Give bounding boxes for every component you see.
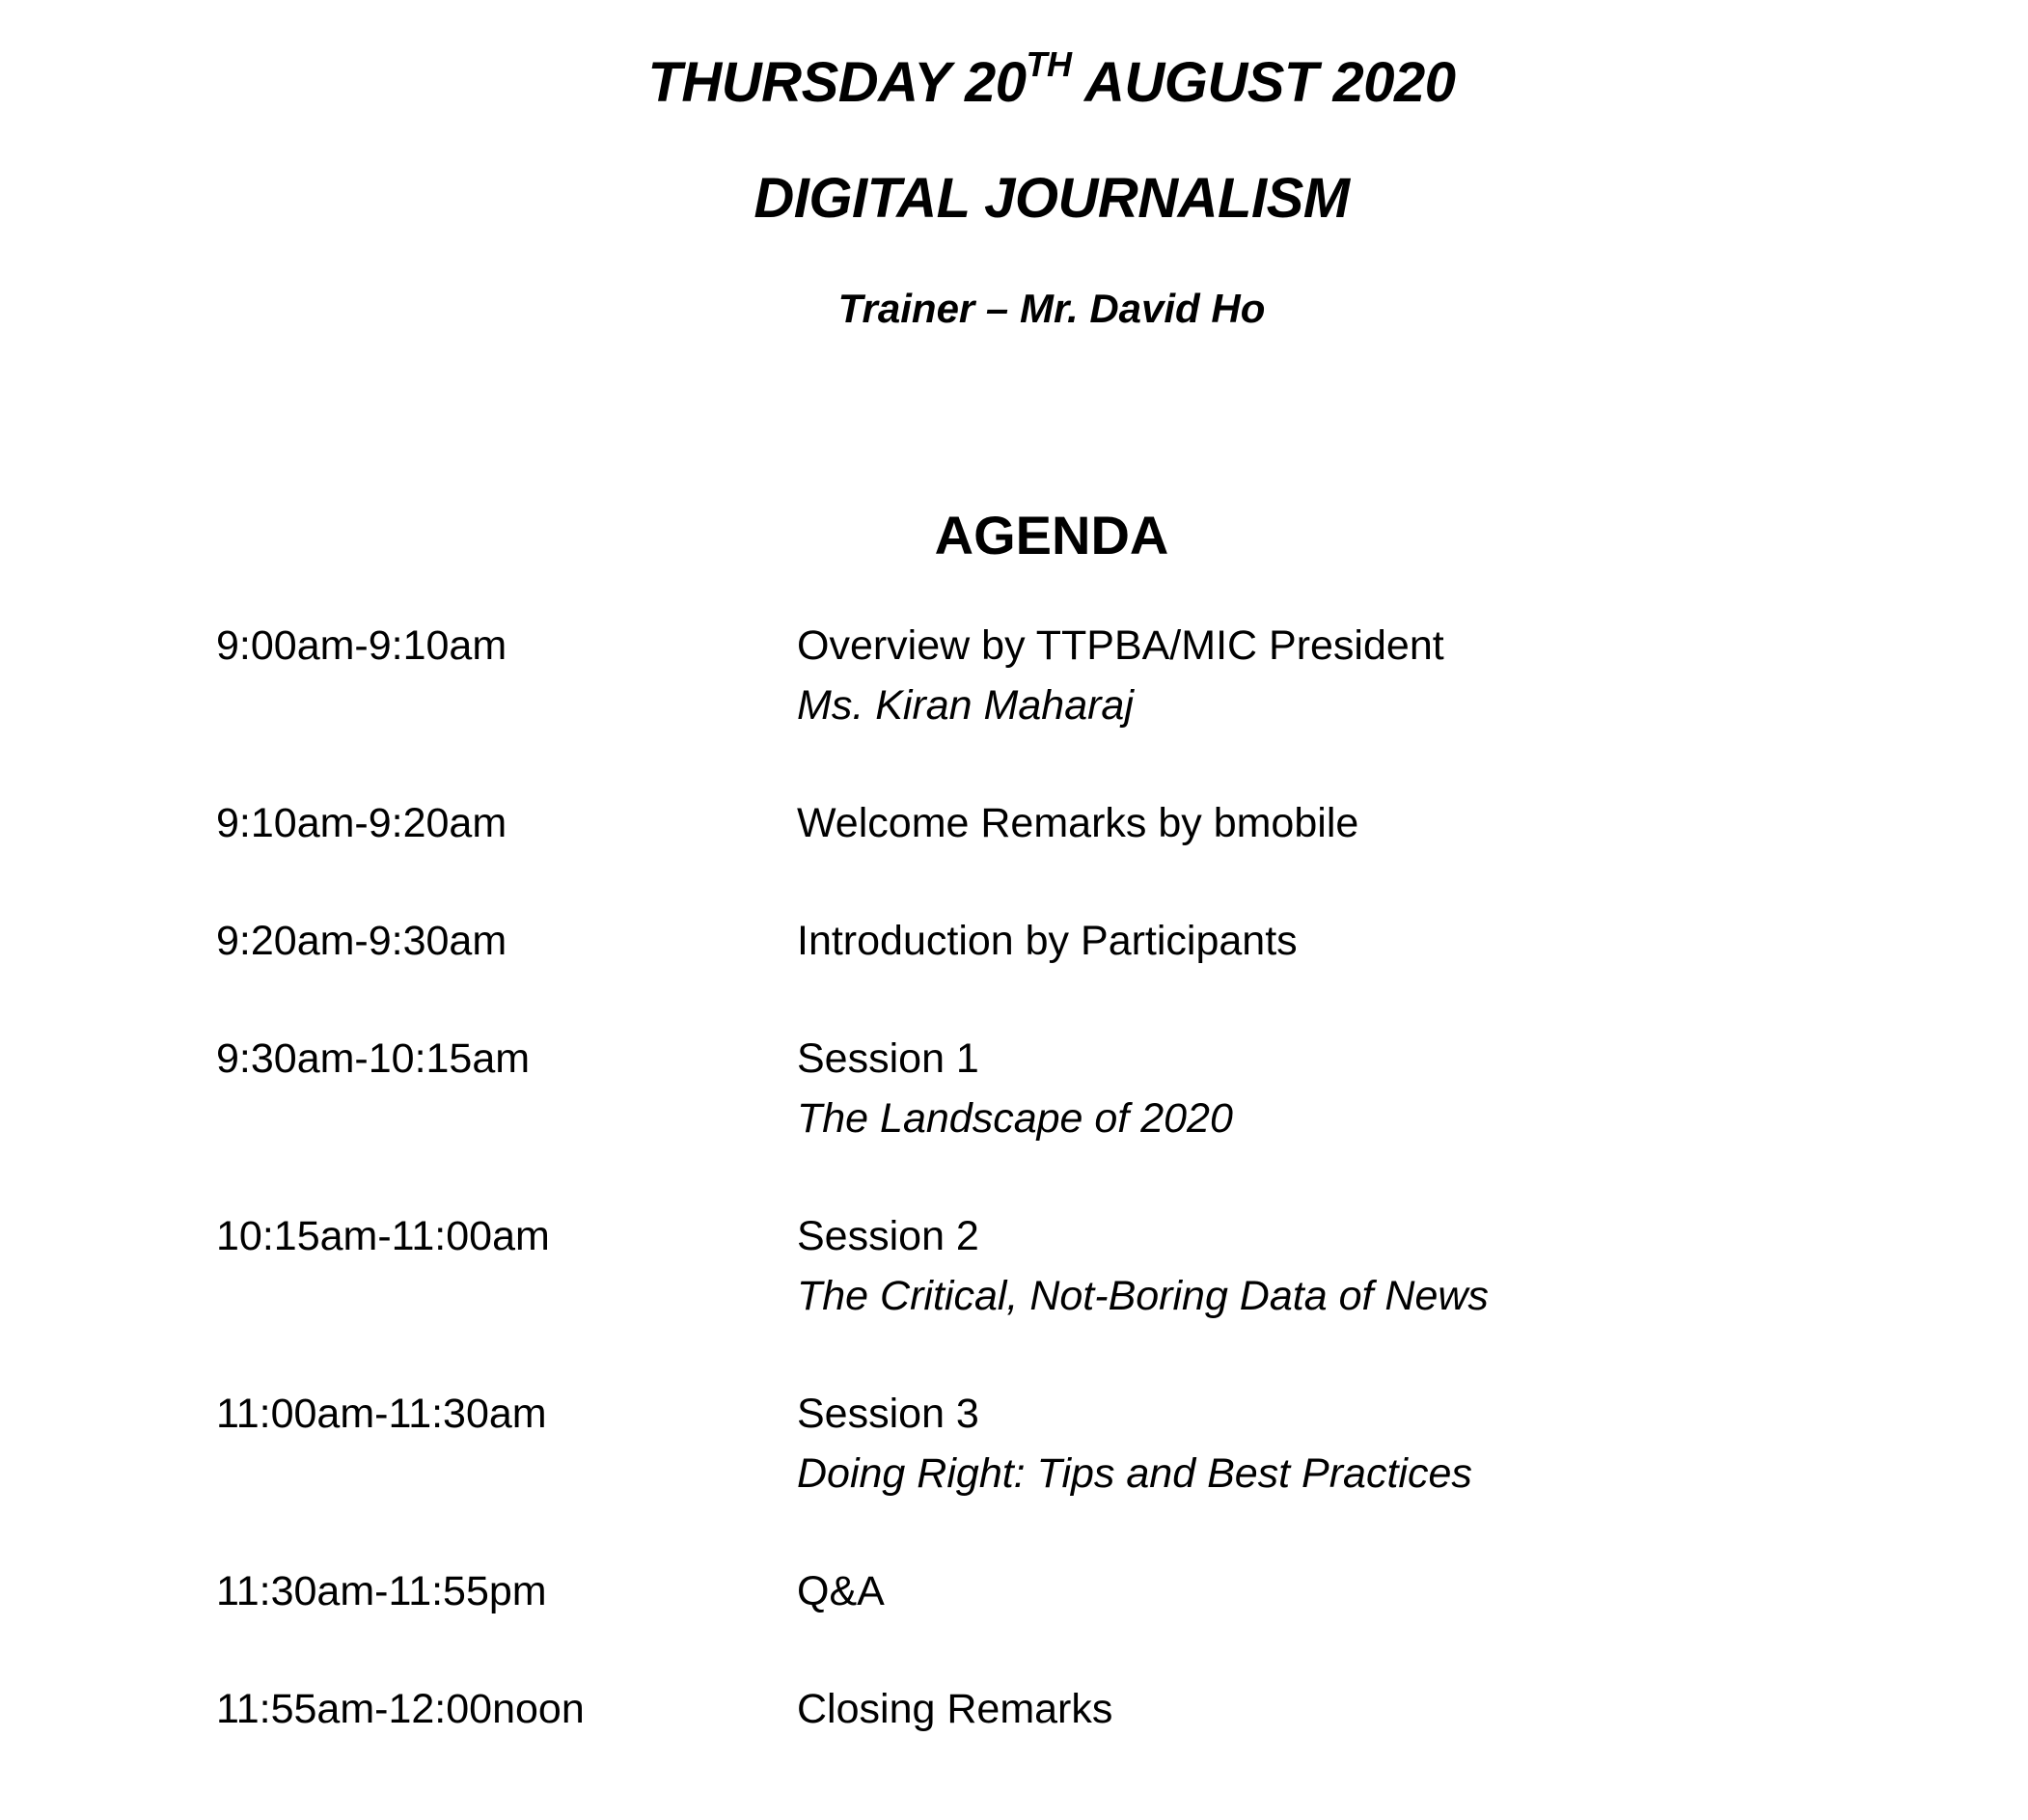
- agenda-item-title: Q&A: [797, 1568, 885, 1614]
- date-rest: AUGUST 2020: [1071, 51, 1456, 114]
- agenda-item-title: Introduction by Participants: [797, 918, 1298, 964]
- agenda-item-subtitle: Doing Right: Tips and Best Practices: [797, 1450, 1472, 1497]
- agenda-description: [797, 616, 1444, 735]
- agenda-time: 9:00am-9:10am: [216, 622, 507, 669]
- agenda-item-subtitle: The Landscape of 2020: [797, 1095, 1233, 1142]
- agenda-description: [797, 911, 1298, 971]
- agenda-item-title: Session 3: [797, 1391, 979, 1437]
- agenda-item-subtitle: Ms. Kiran Maharaj: [797, 682, 1134, 729]
- agenda-item-title: Session 2: [797, 1213, 979, 1259]
- agenda-description: [797, 1029, 1233, 1148]
- agenda-item-title: Closing Remarks: [797, 1686, 1113, 1732]
- agenda-time: 10:15am-11:00am: [216, 1213, 550, 1259]
- date-main: THURSDAY 20: [647, 51, 1027, 114]
- agenda-description: [797, 1679, 1112, 1739]
- agenda-item-title: Overview by TTPBA/MIC President: [797, 622, 1444, 669]
- trainer-line: Trainer – Mr. David Ho: [837, 286, 1266, 331]
- agenda-item-title: Session 1: [797, 1035, 979, 1082]
- agenda-description: [797, 1206, 1489, 1326]
- agenda-description: [797, 1384, 1472, 1503]
- agenda-description: [797, 793, 1358, 853]
- agenda-description: [797, 1561, 885, 1621]
- agenda-time: 9:30am-10:15am: [216, 1035, 531, 1082]
- agenda-item-title: Welcome Remarks by bmobile: [797, 800, 1359, 846]
- date-heading: [0, 44, 2028, 115]
- agenda-time: 9:10am-9:20am: [216, 800, 507, 846]
- course-title: DIGITAL JOURNALISM: [754, 167, 1350, 230]
- agenda-item-subtitle: The Critical, Not-Boring Data of News: [797, 1273, 1489, 1319]
- agenda-time: 11:55am-12:00noon: [216, 1686, 585, 1732]
- agenda-time: 11:00am-11:30am: [216, 1391, 547, 1437]
- date-suffix: TH: [1026, 44, 1072, 84]
- agenda-time: 9:20am-9:30am: [216, 918, 507, 964]
- agenda-time: 11:30am-11:55pm: [216, 1568, 547, 1614]
- agenda-title: AGENDA: [934, 505, 1169, 565]
